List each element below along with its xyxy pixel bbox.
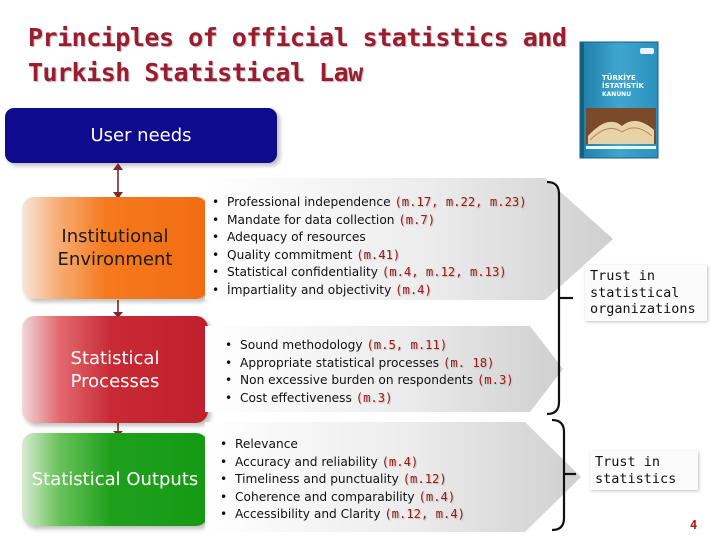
processes-label-line-2: Processes: [70, 370, 160, 392]
law-article-reference: (m.12, m.4): [384, 507, 466, 521]
law-article-reference: (m. 18): [443, 355, 495, 370]
list-item-text: Timeliness and punctuality: [235, 472, 399, 486]
list-item: [220, 506, 465, 524]
list-item: [225, 372, 514, 390]
bullet-icon: •: [220, 472, 228, 486]
list-item: [212, 212, 527, 230]
institutional-environment-box: [22, 197, 208, 299]
law-article-reference: (m.3): [355, 390, 393, 405]
list-item: [220, 454, 465, 472]
law-article-reference: (m.4): [381, 454, 419, 469]
bullet-icon: •: [225, 338, 233, 352]
list-item-text: Non excessive burden on respondents: [240, 373, 474, 387]
processes-principles-list: [225, 337, 514, 407]
bullet-icon: •: [212, 230, 220, 244]
list-item: [212, 229, 527, 247]
list-item-text: Relevance: [235, 437, 298, 451]
trust-stat-line-2: statistics: [595, 470, 677, 487]
book-title-line-1: TÜRKİYE: [602, 74, 636, 82]
list-item: [225, 355, 514, 373]
list-item-text: Cost effectiveness: [240, 390, 352, 405]
bracket-statistics: [550, 418, 578, 534]
law-article-reference: (m.5, m.11): [366, 338, 448, 352]
connector-arrow-user-environment: [108, 162, 128, 200]
bullet-icon: •: [220, 489, 228, 504]
book-title-line-2: İSTATİSTİK: [602, 82, 644, 90]
title-line-2: Turkish Statistical Law: [28, 58, 363, 87]
environment-principles-list: [212, 194, 527, 299]
law-article-reference: (m.17, m.22, m.23): [394, 195, 527, 209]
law-article-reference: (m.41): [356, 247, 401, 262]
environment-label-line-1: Institutional: [61, 226, 169, 247]
law-article-reference: (m.4): [395, 282, 432, 297]
bullet-icon: •: [225, 355, 233, 370]
bullet-icon: •: [220, 454, 228, 469]
environment-label-line-2: Environment: [57, 249, 173, 270]
list-item: [212, 194, 527, 212]
law-article-reference: (m.7): [398, 212, 436, 227]
bullet-icon: •: [225, 390, 233, 405]
law-article-reference: (m.12): [402, 472, 447, 486]
list-item-text: İmpartiality and objectivity: [227, 282, 392, 297]
trust-in-statistics-label: [590, 451, 698, 490]
list-item-text: Accuracy and reliability: [235, 454, 378, 469]
bullet-icon: •: [220, 437, 228, 451]
list-item-text: Sound methodology: [240, 338, 363, 352]
trust-stat-line-1: Trust in: [595, 454, 661, 470]
trust-org-line-3: organizations: [590, 301, 696, 317]
page-number: 4: [690, 518, 698, 532]
bullet-icon: •: [212, 195, 220, 209]
user-needs-label: User needs: [90, 125, 192, 146]
list-item: [220, 471, 465, 489]
outputs-label: Statistical Outputs: [31, 469, 199, 490]
law-article-reference: (m.3): [476, 373, 514, 387]
user-needs-box: [5, 108, 277, 163]
list-item-text: Accessibility and Clarity: [235, 507, 381, 521]
list-item-text: Coherence and comparability: [235, 489, 415, 504]
law-book-cover-image: [578, 40, 660, 160]
trust-org-line-1: Trust in: [590, 268, 656, 284]
list-item-text: Quality commitment: [227, 247, 353, 262]
book-title-line-3: KANUNU: [602, 91, 632, 98]
bullet-icon: •: [212, 265, 220, 279]
list-item: [212, 264, 527, 282]
trust-in-organizations-label: [585, 265, 707, 321]
bullet-icon: •: [212, 282, 220, 297]
list-item-text: Statistical confidentiality: [227, 265, 379, 279]
bracket-organizations: [545, 180, 575, 416]
statistical-outputs-box: [22, 433, 208, 526]
list-item-text: Appropriate statistical processes: [240, 355, 440, 370]
bullet-icon: •: [212, 247, 220, 262]
outputs-principles-list: [220, 436, 465, 524]
list-item-text: Mandate for data collection: [227, 212, 395, 227]
list-item: [212, 247, 527, 265]
connector-arrow-environment-processes: [108, 298, 128, 318]
list-item-text: Professional independence: [227, 195, 391, 209]
list-item-text: Adequacy of resources: [227, 230, 366, 244]
page-title: [28, 20, 568, 90]
processes-label-line-1: Statistical: [70, 347, 160, 369]
statistical-processes-box: [22, 316, 208, 423]
law-article-reference: (m.4, m.12, m.13): [381, 265, 507, 279]
bullet-icon: •: [220, 507, 228, 521]
bullet-icon: •: [225, 373, 233, 387]
trust-org-line-2: statistical: [590, 284, 680, 301]
list-item: [212, 282, 527, 300]
list-item: [225, 337, 514, 355]
law-article-reference: (m.4): [418, 489, 456, 504]
list-item: [220, 489, 465, 507]
list-item: [225, 390, 514, 408]
list-item: [220, 436, 465, 454]
bullet-icon: •: [212, 212, 220, 227]
title-line-1: Principles of official statistics and: [28, 23, 567, 52]
